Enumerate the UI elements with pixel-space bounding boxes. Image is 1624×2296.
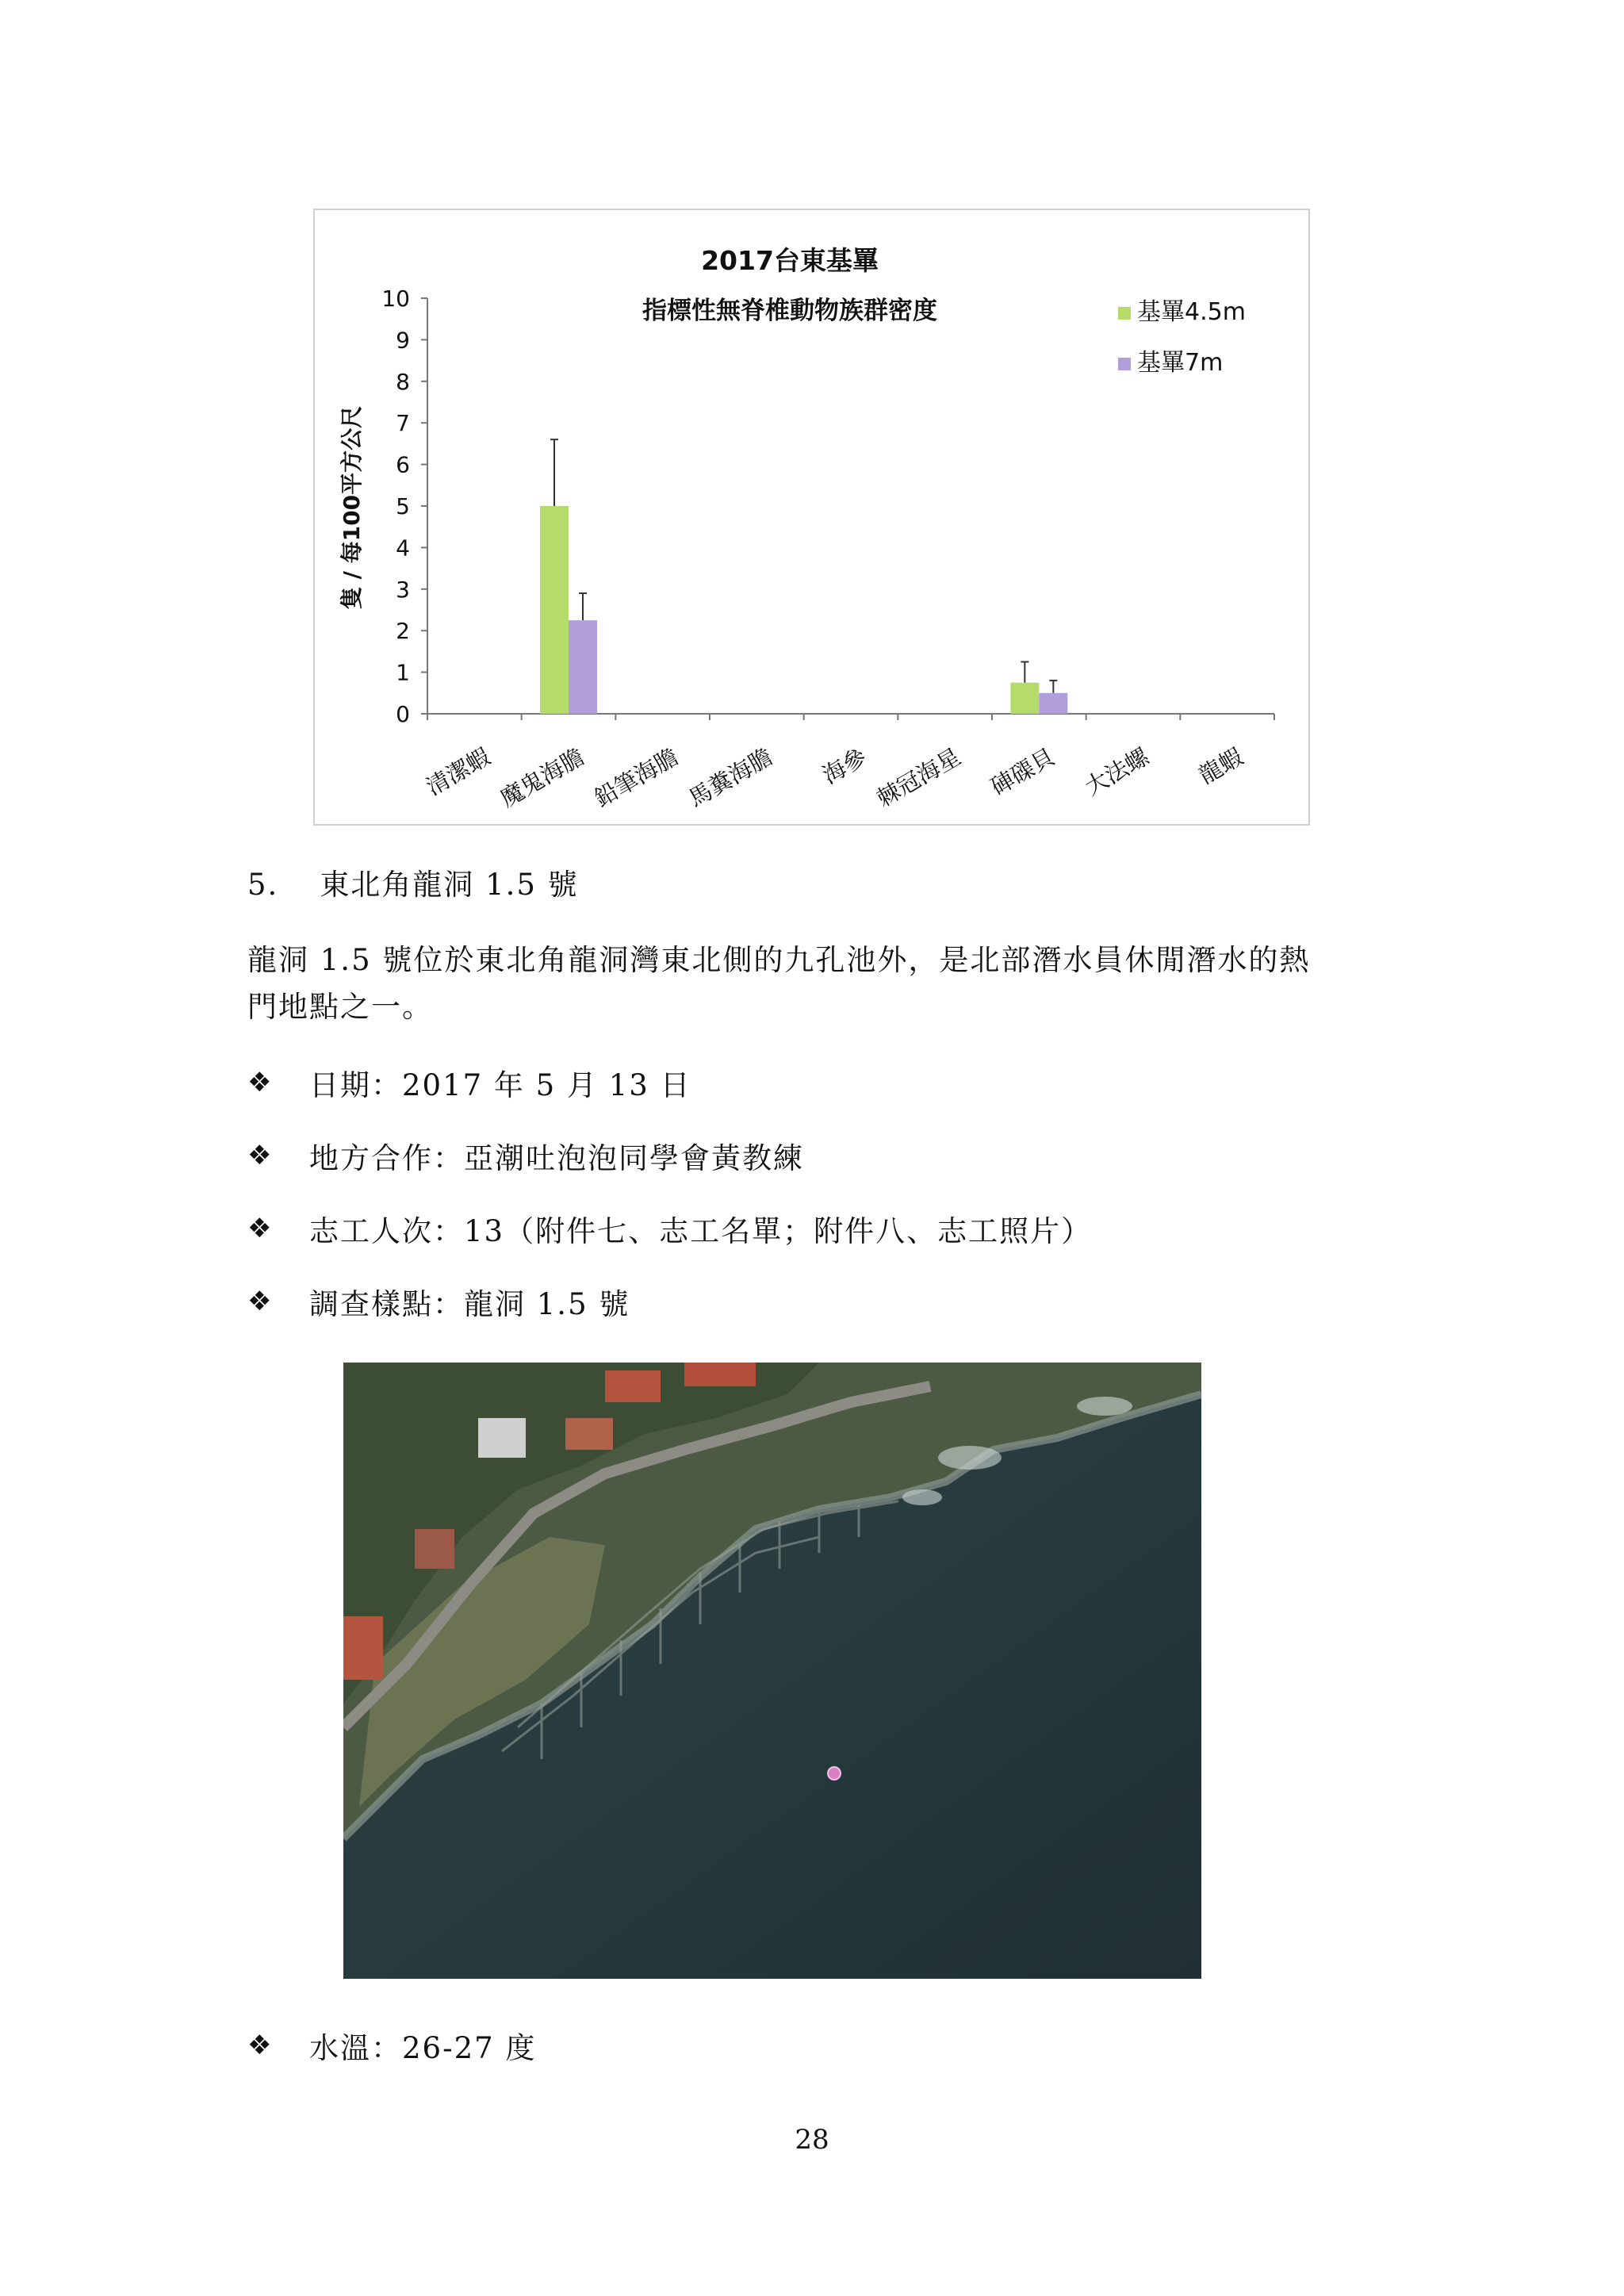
x-tick-label: 清潔蝦 xyxy=(421,742,495,801)
description-line-1: 龍洞 1.5 號位於東北角龍洞灣東北側的九孔池外，是北部潛水員休閒潛水的熱 xyxy=(247,943,1311,977)
x-tick-label: 鉛筆海膽 xyxy=(589,742,684,813)
bullet-site xyxy=(247,1280,630,1323)
partner-text: 地方合作：亞潮吐泡泡同學會黃教練 xyxy=(309,1141,804,1175)
building xyxy=(343,1616,383,1680)
chart-title: 2017台東基罼 xyxy=(701,245,879,276)
building xyxy=(478,1418,526,1458)
chart-legend xyxy=(1118,298,1246,377)
chart-subtitle: 指標性無脊椎動物族群密度 xyxy=(642,297,937,325)
legend-label: 基罼7m xyxy=(1137,349,1224,377)
date-text: 日期：2017 年 5 月 13 日 xyxy=(309,1068,691,1102)
description-line-2: 門地點之一。 xyxy=(247,990,433,1024)
y-tick-label: 5 xyxy=(396,493,410,519)
section-number: 5. xyxy=(247,868,279,902)
legend-swatch xyxy=(1118,307,1131,320)
x-tick-label: 龍蝦 xyxy=(1193,742,1248,790)
x-tick-label: 棘冠海星 xyxy=(871,742,966,813)
y-axis-label: 隻 / 每100平方公尺 xyxy=(339,405,365,610)
x-tick-label: 海參 xyxy=(818,742,871,790)
building xyxy=(605,1370,661,1402)
satellite-map xyxy=(343,1363,1201,1979)
building xyxy=(565,1418,613,1450)
bullet-date xyxy=(247,1061,691,1104)
x-tick-label: 魔鬼海膽 xyxy=(496,742,589,813)
section-title: 東北角龍洞 1.5 號 xyxy=(320,868,579,902)
satellite-map-svg xyxy=(343,1363,1201,1979)
diamond-bullet-icon: ❖ xyxy=(247,1213,272,1244)
y-tick-label: 2 xyxy=(396,618,410,645)
bullet-water-temp xyxy=(247,2024,536,2067)
y-tick-label: 3 xyxy=(396,576,410,603)
y-tick-label: 8 xyxy=(396,368,410,395)
building xyxy=(684,1363,756,1386)
site-text: 調查樣點：龍洞 1.5 號 xyxy=(309,1287,630,1321)
bullet-volunteers xyxy=(247,1207,1092,1250)
diamond-bullet-icon: ❖ xyxy=(247,1067,272,1098)
y-tick-label: 6 xyxy=(396,451,410,478)
page-number: 28 xyxy=(795,2124,829,2156)
bar-series-2 xyxy=(1039,693,1067,714)
bar-series-1 xyxy=(1010,683,1039,714)
y-tick-label: 1 xyxy=(396,659,410,686)
x-tick-label: 硨磲貝 xyxy=(986,742,1059,801)
water-temp-text: 水溫：26-27 度 xyxy=(309,2031,537,2065)
x-tick-label: 馬糞海膽 xyxy=(684,742,777,813)
y-tick-label: 7 xyxy=(396,410,410,437)
volunteers-text: 志工人次：13（附件七、志工名單；附件八、志工照片） xyxy=(309,1214,1093,1248)
survey-point-marker xyxy=(828,1767,841,1780)
x-tick-label: 大法螺 xyxy=(1080,742,1154,801)
diamond-bullet-icon: ❖ xyxy=(247,1140,272,1171)
y-tick-label: 9 xyxy=(396,327,410,354)
bar-series-1 xyxy=(540,506,569,714)
y-tick-label: 4 xyxy=(396,535,410,562)
bar-series-2 xyxy=(569,620,597,714)
y-tick-label: 0 xyxy=(396,701,410,727)
y-tick-label: 10 xyxy=(381,286,410,312)
bullet-partner xyxy=(247,1134,804,1177)
section-heading xyxy=(247,859,579,911)
chart-bars xyxy=(540,439,1067,714)
density-chart xyxy=(313,209,1310,826)
legend-swatch xyxy=(1118,358,1131,370)
diamond-bullet-icon: ❖ xyxy=(247,1286,272,1317)
building xyxy=(415,1529,454,1569)
chart-svg xyxy=(315,210,1308,824)
legend-label: 基罼4.5m xyxy=(1137,298,1246,326)
diamond-bullet-icon: ❖ xyxy=(247,2030,272,2061)
